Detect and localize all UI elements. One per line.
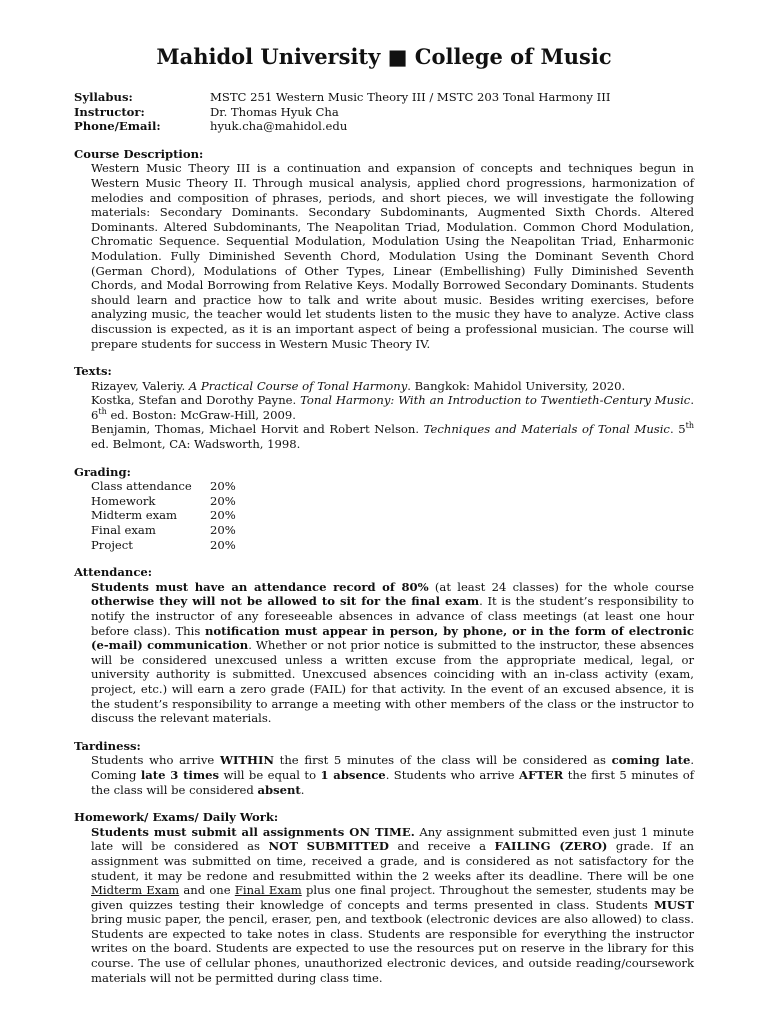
grading-weight: 20% (210, 493, 236, 508)
text-run: the first 5 minutes of the class will be considered (91, 767, 694, 797)
meta-row-syllabus (74, 90, 694, 105)
reference-item (91, 422, 694, 451)
emphasis: otherwise they will not be allowed to sit for the final exam (91, 594, 480, 609)
text-run: and receive a (388, 839, 495, 854)
ref-details: . 5 (669, 422, 686, 437)
grading-item: Class attendance (91, 479, 192, 494)
text-run: . Whether or not prior notice is submitted to the instructor, these absences will be considered unexcused unless a written excuse from the appropriate medical, legal, or university authority is submitted. Unexcused absences coinciding with an in-class activity (exam, project, etc.) will earn a zero grade (FAIL) for that activity. In the event of an excused absence, it is the student’s responsibility to arrange a meeting with other members of the class or the instructor to discuss the relevant materials. (91, 638, 694, 726)
grading-row (74, 538, 694, 553)
text-run: . It is the student’s responsibility to notify the instructor of any foreseeable absences in advance of class meetings (at least one hour before class). This (91, 594, 694, 638)
grading-weight: 20% (210, 523, 236, 538)
meta-block (74, 90, 694, 134)
section-heading: Homework/ Exams/ Daily Work: (74, 810, 279, 825)
underlined-term: Midterm Exam (91, 883, 180, 898)
meta-value: Dr. Thomas Hyuk Cha (210, 104, 339, 119)
text-run: plus one final project. Throughout the semester, students may be given quizzes testing their knowledge of concepts and terms presented in class. Students (91, 883, 694, 912)
email-value: hyuk.cha@mahidol.edu (210, 119, 348, 134)
grading-item: Homework (91, 493, 156, 508)
homework-text (91, 825, 694, 986)
grading-row (74, 479, 694, 494)
grading-row (74, 494, 694, 509)
ref-superscript: th (98, 407, 107, 417)
ref-details: ed. Boston: McGraw-Hill, 2009. (106, 407, 296, 422)
section-heading: Tardiness: (74, 738, 141, 753)
emphasis: absent (257, 782, 301, 797)
homework-section (74, 810, 694, 985)
text-run: Any assignment submitted even just 1 minute late will be considered as (91, 824, 694, 854)
emphasis: Students must submit all assignments ON TIME. (91, 824, 415, 839)
ref-superscript: th (685, 421, 695, 431)
grading-weight: 20% (210, 508, 236, 523)
emphasis: late 3 times (140, 767, 220, 782)
ref-details: . 6 (91, 393, 694, 422)
meta-label: Instructor: (74, 104, 145, 119)
section-heading: Texts: (74, 364, 112, 379)
ref-details: ed. Belmont, CA: Wadsworth, 1998. (91, 437, 301, 452)
emphasis: coming late (611, 753, 691, 768)
text-run: Students who arrive (91, 753, 220, 768)
ref-title: Tonal Harmony: With an Introduction to Twentieth-Century Music (300, 393, 691, 408)
underlined-term: Final Exam (234, 883, 302, 898)
meta-row-contact (74, 119, 694, 134)
section-heading: Course Description: (74, 146, 204, 161)
grading-item: Midterm exam (91, 508, 178, 523)
texts-section (74, 364, 694, 452)
meta-row-instructor (74, 105, 694, 120)
grading-row (74, 523, 694, 538)
ref-details: . Bangkok: Mahidol University, 2020. (407, 378, 626, 393)
grading-weight: 20% (210, 479, 236, 494)
emphasis: 1 absence (320, 767, 386, 782)
section-heading: Grading: (74, 464, 131, 479)
grading-section (74, 465, 694, 553)
grading-row (74, 508, 694, 523)
emphasis: WITHIN (219, 753, 274, 768)
reference-item (91, 379, 694, 394)
ref-authors: Benjamin, Thomas, Michael Horvit and Robert Nelson. (91, 422, 424, 437)
text-run: . Coming (91, 753, 695, 782)
text-run: . Students who arrive (385, 767, 519, 782)
section-heading: Attendance: (74, 565, 153, 580)
attendance-text (91, 580, 694, 726)
meta-value: MSTC 251 Western Music Theory III / MSTC 203 Tonal Harmony III (210, 90, 611, 104)
emphasis: FAILING (ZERO) (494, 839, 608, 854)
tardiness-section (74, 739, 694, 797)
emphasis: Students must have an attendance record of 80% (91, 579, 429, 594)
ref-authors: Kostka, Stefan and Dorothy Payne. (91, 393, 301, 408)
reference-item (91, 393, 694, 422)
emphasis: notification must appear in person, by phone, or in the form of electronic (e-mail) communication (91, 623, 694, 653)
text-run: . (300, 782, 305, 797)
course-description-section (74, 147, 694, 351)
page-title: Mahidol University ■ College of Music (156, 44, 612, 69)
text-run: grade. If an assignment was submitted on time, received a grade, and is considered as not satisfactory for the student, it may be redone and resubmitted within the 2 weeks after its deadline. There will be one (91, 839, 694, 883)
tardiness-text (91, 753, 694, 797)
ref-title: A Practical Course of Tonal Harmony (188, 378, 408, 393)
ref-title: Techniques and Materials of Tonal Music (423, 422, 670, 437)
attendance-section (74, 565, 694, 726)
ref-authors: Rizayev, Valeriy. (91, 378, 189, 393)
text-run: the first 5 minutes of the class will be considered as (274, 753, 612, 768)
course-description-text: Western Music Theory III is a continuation and expansion of concepts and techniques begun in Western Music Theory II. Through musical analysis, applied chord progressions, harmonization of melodies and composition of phrases, periods, and short pieces, we will investigate the following materials: Secondary Dominants. Secondary Subdominants, Augmented Sixth Chords. Altered Dominants. Altered Subdominants, The Neapolitan Triad, Modulation. Common Chord Modulation, Chromatic Sequence. Sequential Modulation, Modulation Using the Neapolitan Triad, Enharmonic Modulation. Fully Diminished Seventh Chord, Modulation Using the Dominant Seventh Chord (German Chord), Modulations of Other Types, Linear (Embellishing) Fully Diminished Seventh Chords, and Modal Borrowing from Relative Keys. Modally Borrowed Secondary Dominants. Students should learn and practice how to talk and write about music. Besides writing exercises, before analyzing music, the teacher would let students listen to the music they have to analyze. Active class discussion is expected, as it is an important aspect of being a professional musician. The course will prepare students for success in Western Music Theory IV. (91, 161, 694, 351)
text-run: and one (179, 883, 235, 898)
text-run: bring music paper, the pencil, eraser, pen, and textbook (electronic devices are also allowed) to class. Students are expected to take notes in class. Students are responsible for everything the instructor writes on the board. Students are expected to use the resources put on reserve in the library for this course. The use of cellular phones, unauthorized electronic devices, and outside reading/coursework materials will not be permitted during class time. (91, 912, 694, 985)
emphasis: AFTER (518, 767, 564, 782)
meta-label: Phone/Email: (74, 119, 161, 134)
grading-item: Final exam (91, 523, 156, 538)
grading-weight: 20% (210, 537, 236, 552)
meta-label: Syllabus: (74, 90, 133, 104)
text-run: will be equal to (219, 767, 321, 782)
emphasis: NOT SUBMITTED (268, 839, 389, 854)
text-run: (at least 24 classes) for the whole course (428, 579, 694, 594)
emphasis: MUST (654, 897, 694, 912)
grading-item: Project (91, 537, 133, 552)
